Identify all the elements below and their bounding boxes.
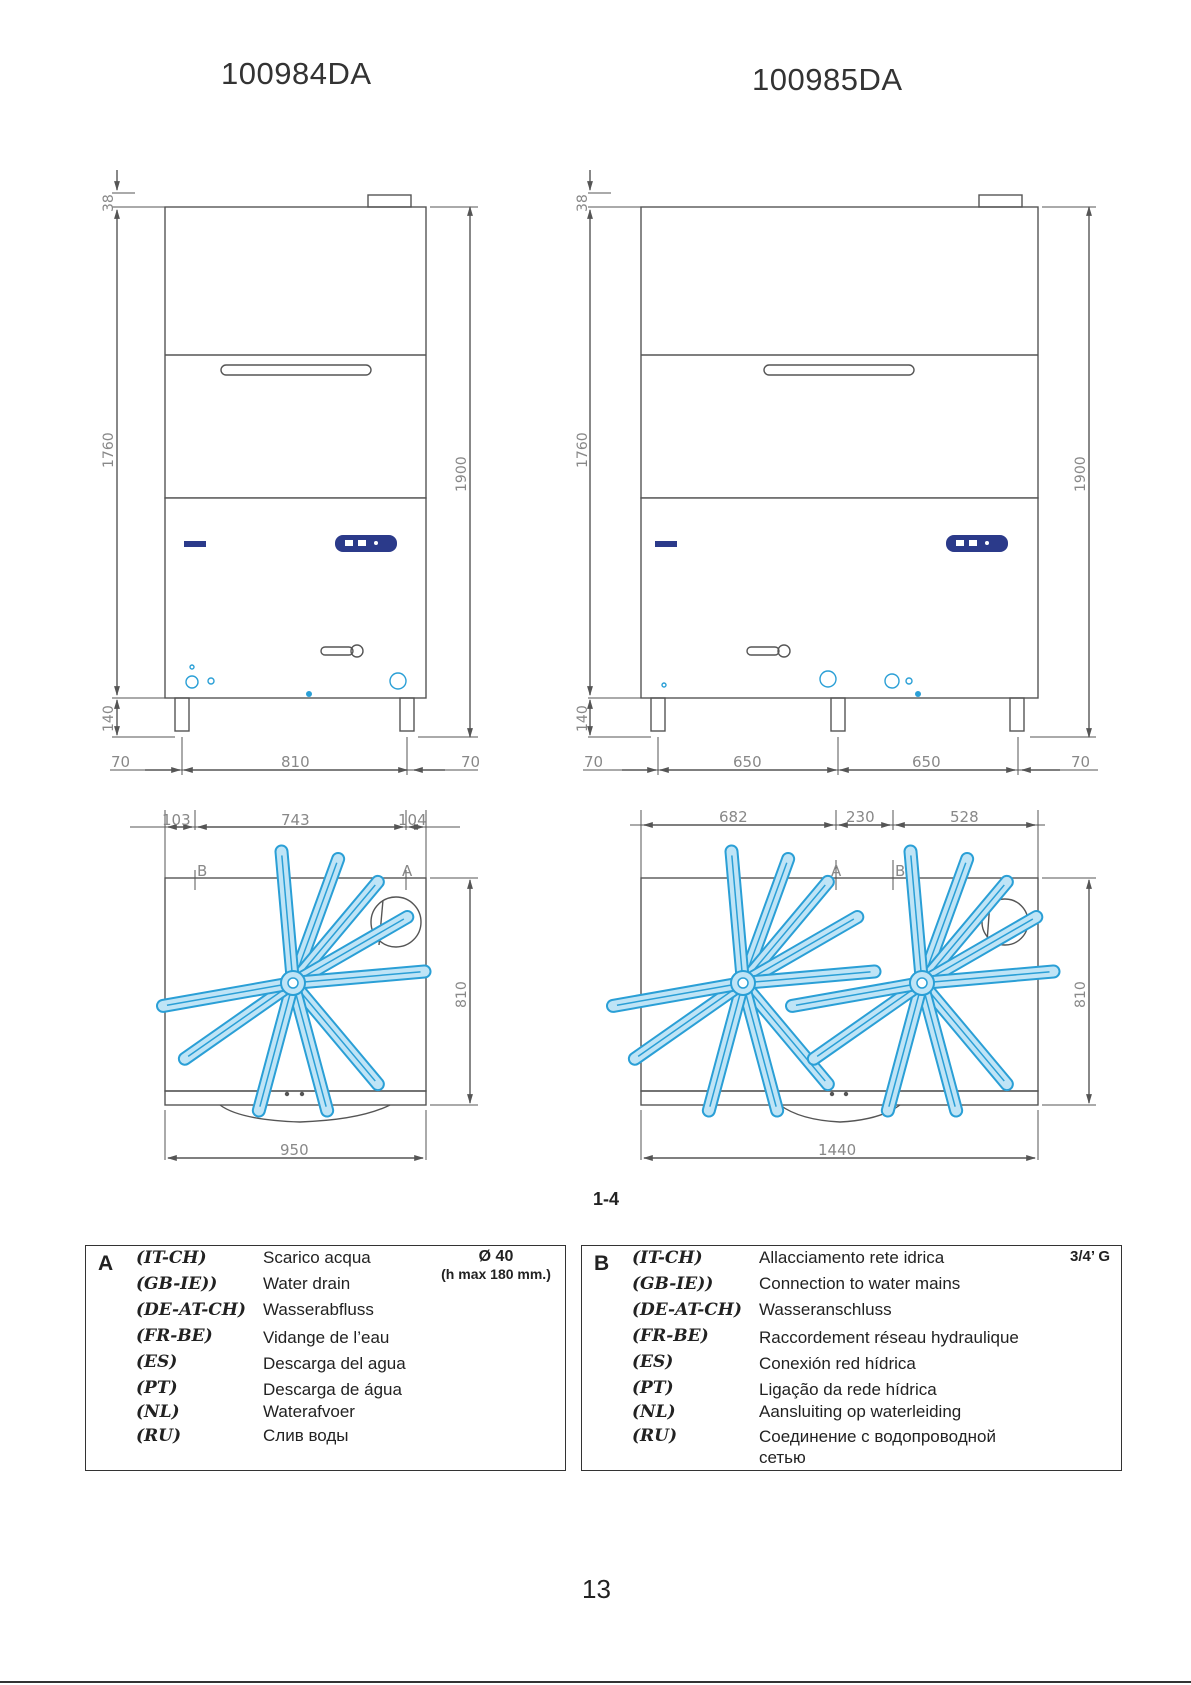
mark-b-left: B	[197, 862, 208, 880]
dim-legs-left: 140	[101, 705, 117, 732]
cabinet	[641, 498, 1038, 698]
dim-body-right: 1760	[575, 432, 591, 468]
hood	[641, 207, 1038, 498]
dim-width-left: 810	[281, 753, 310, 771]
mark-b-right: B	[895, 862, 906, 880]
dim-legs-right: 140	[575, 705, 591, 732]
page-number: 13	[582, 1574, 611, 1604]
lang-code: (GB-IE))	[136, 1274, 218, 1294]
lang-code: (IT-CH)	[632, 1248, 703, 1268]
model-title-left: 100984DA	[221, 56, 372, 91]
row-text: Descarga del agua	[263, 1354, 406, 1373]
dim-top-c-left: 104	[398, 811, 427, 829]
legend-row	[582, 1426, 1121, 1470]
row-text: Wasserabfluss	[263, 1300, 374, 1319]
dim-width1-right: 650	[733, 753, 762, 771]
legend-row	[86, 1402, 565, 1426]
cabinet	[165, 498, 426, 698]
lang-code: (RU)	[136, 1426, 182, 1446]
legend-row	[582, 1402, 1121, 1426]
legend-row	[86, 1426, 565, 1450]
lang-code: (PT)	[136, 1378, 178, 1398]
legend-row	[582, 1378, 1121, 1402]
row-text: Слив воды	[263, 1426, 349, 1445]
dim-top-a-right: 682	[719, 808, 748, 826]
dim-width-top-right: 1440	[818, 1141, 857, 1159]
row-text: Waterafvoer	[263, 1402, 355, 1421]
dim-top-c-right: 528	[950, 808, 979, 826]
leg	[651, 698, 665, 731]
legend-row	[582, 1248, 1121, 1272]
row-text: Descarga de água	[263, 1380, 402, 1399]
row-text: Allacciamento rete idrica	[759, 1248, 945, 1267]
legend-row	[86, 1274, 565, 1298]
leg	[1010, 698, 1024, 731]
top-vent	[979, 195, 1022, 207]
legend-b	[581, 1245, 1122, 1471]
row-text: Water drain	[263, 1274, 351, 1293]
lang-code: (ES)	[632, 1352, 674, 1372]
spec-note: (h max 180 mm.)	[441, 1266, 551, 1282]
bottom-rule	[0, 1681, 1191, 1683]
legend-spec: 3/4’ G	[1069, 1248, 1111, 1265]
spec-diameter: Ø 40	[478, 1248, 514, 1265]
row-text: Aansluiting op waterleiding	[759, 1402, 962, 1421]
dim-total-right: 1900	[1073, 456, 1089, 492]
legend-letter: A	[98, 1252, 114, 1275]
legend-letter: B	[594, 1252, 610, 1275]
legend-row	[582, 1274, 1121, 1298]
legend-row	[582, 1326, 1121, 1350]
row-text: Connection to water mains	[759, 1274, 961, 1293]
legend-row	[86, 1326, 565, 1350]
row-text: Wasseranschluss	[759, 1300, 892, 1319]
row-text: Vidange de l’eau	[263, 1328, 390, 1347]
lang-code: (GB-IE))	[632, 1274, 714, 1294]
hood	[165, 207, 426, 498]
lang-code: (DE-AT-CH)	[136, 1300, 246, 1320]
dim-body-left: 1760	[101, 432, 117, 468]
lang-code: (ES)	[136, 1352, 178, 1372]
dim-top-right: 38	[575, 194, 591, 212]
leg	[400, 698, 414, 731]
dim-depth-left: 810	[454, 981, 470, 1008]
dim-depth-right: 810	[1073, 981, 1089, 1008]
front-view-left	[110, 170, 481, 775]
dim-top-left: 38	[101, 194, 117, 212]
legend-row	[86, 1378, 565, 1402]
lang-code: (NL)	[136, 1402, 180, 1422]
dim-side-left-r: 70	[461, 753, 481, 771]
dim-width-top-left: 950	[280, 1141, 309, 1159]
model-title-right: 100985DA	[752, 62, 903, 97]
dim-top-b-left: 743	[281, 811, 310, 829]
lang-code: (FR-BE)	[136, 1326, 213, 1346]
lang-code: (DE-AT-CH)	[632, 1300, 742, 1320]
legend-row	[86, 1352, 565, 1376]
legend-row	[582, 1300, 1121, 1324]
lang-code: (FR-BE)	[632, 1326, 709, 1346]
lang-code: (NL)	[632, 1402, 676, 1422]
dim-side-right-l: 70	[584, 753, 604, 771]
legend-row	[86, 1248, 565, 1272]
lang-code: (RU)	[632, 1426, 678, 1446]
row-text: Ligação da rede hídrica	[759, 1380, 937, 1399]
legend-row	[582, 1352, 1121, 1376]
dim-top-b-right: 230	[846, 808, 875, 826]
brand-logo	[184, 541, 206, 547]
top-vent	[368, 195, 411, 207]
dim-width2-right: 650	[912, 753, 941, 771]
dim-side-right-r: 70	[1071, 753, 1091, 771]
legend-row	[86, 1300, 565, 1324]
brand-logo	[655, 541, 677, 547]
row-text: Соединение с водопроводной сетью	[759, 1427, 996, 1467]
dim-total-left: 1900	[454, 456, 470, 492]
row-text: Raccordement réseau hydraulique	[759, 1328, 1019, 1347]
row-text: Conexión red hídrica	[759, 1354, 916, 1373]
mark-a-left: A	[402, 862, 413, 880]
lang-code: (PT)	[632, 1378, 674, 1398]
dim-side-left-l: 70	[111, 753, 131, 771]
figure-label: 1-4	[593, 1189, 620, 1209]
leg	[831, 698, 845, 731]
leg	[175, 698, 189, 731]
dim-top-a-left: 103	[162, 811, 191, 829]
legend-a	[85, 1245, 566, 1471]
mark-a-right: A	[831, 862, 842, 880]
row-text: Scarico acqua	[263, 1248, 371, 1267]
front-view-right	[583, 170, 1098, 775]
lang-code: (IT-CH)	[136, 1248, 207, 1268]
